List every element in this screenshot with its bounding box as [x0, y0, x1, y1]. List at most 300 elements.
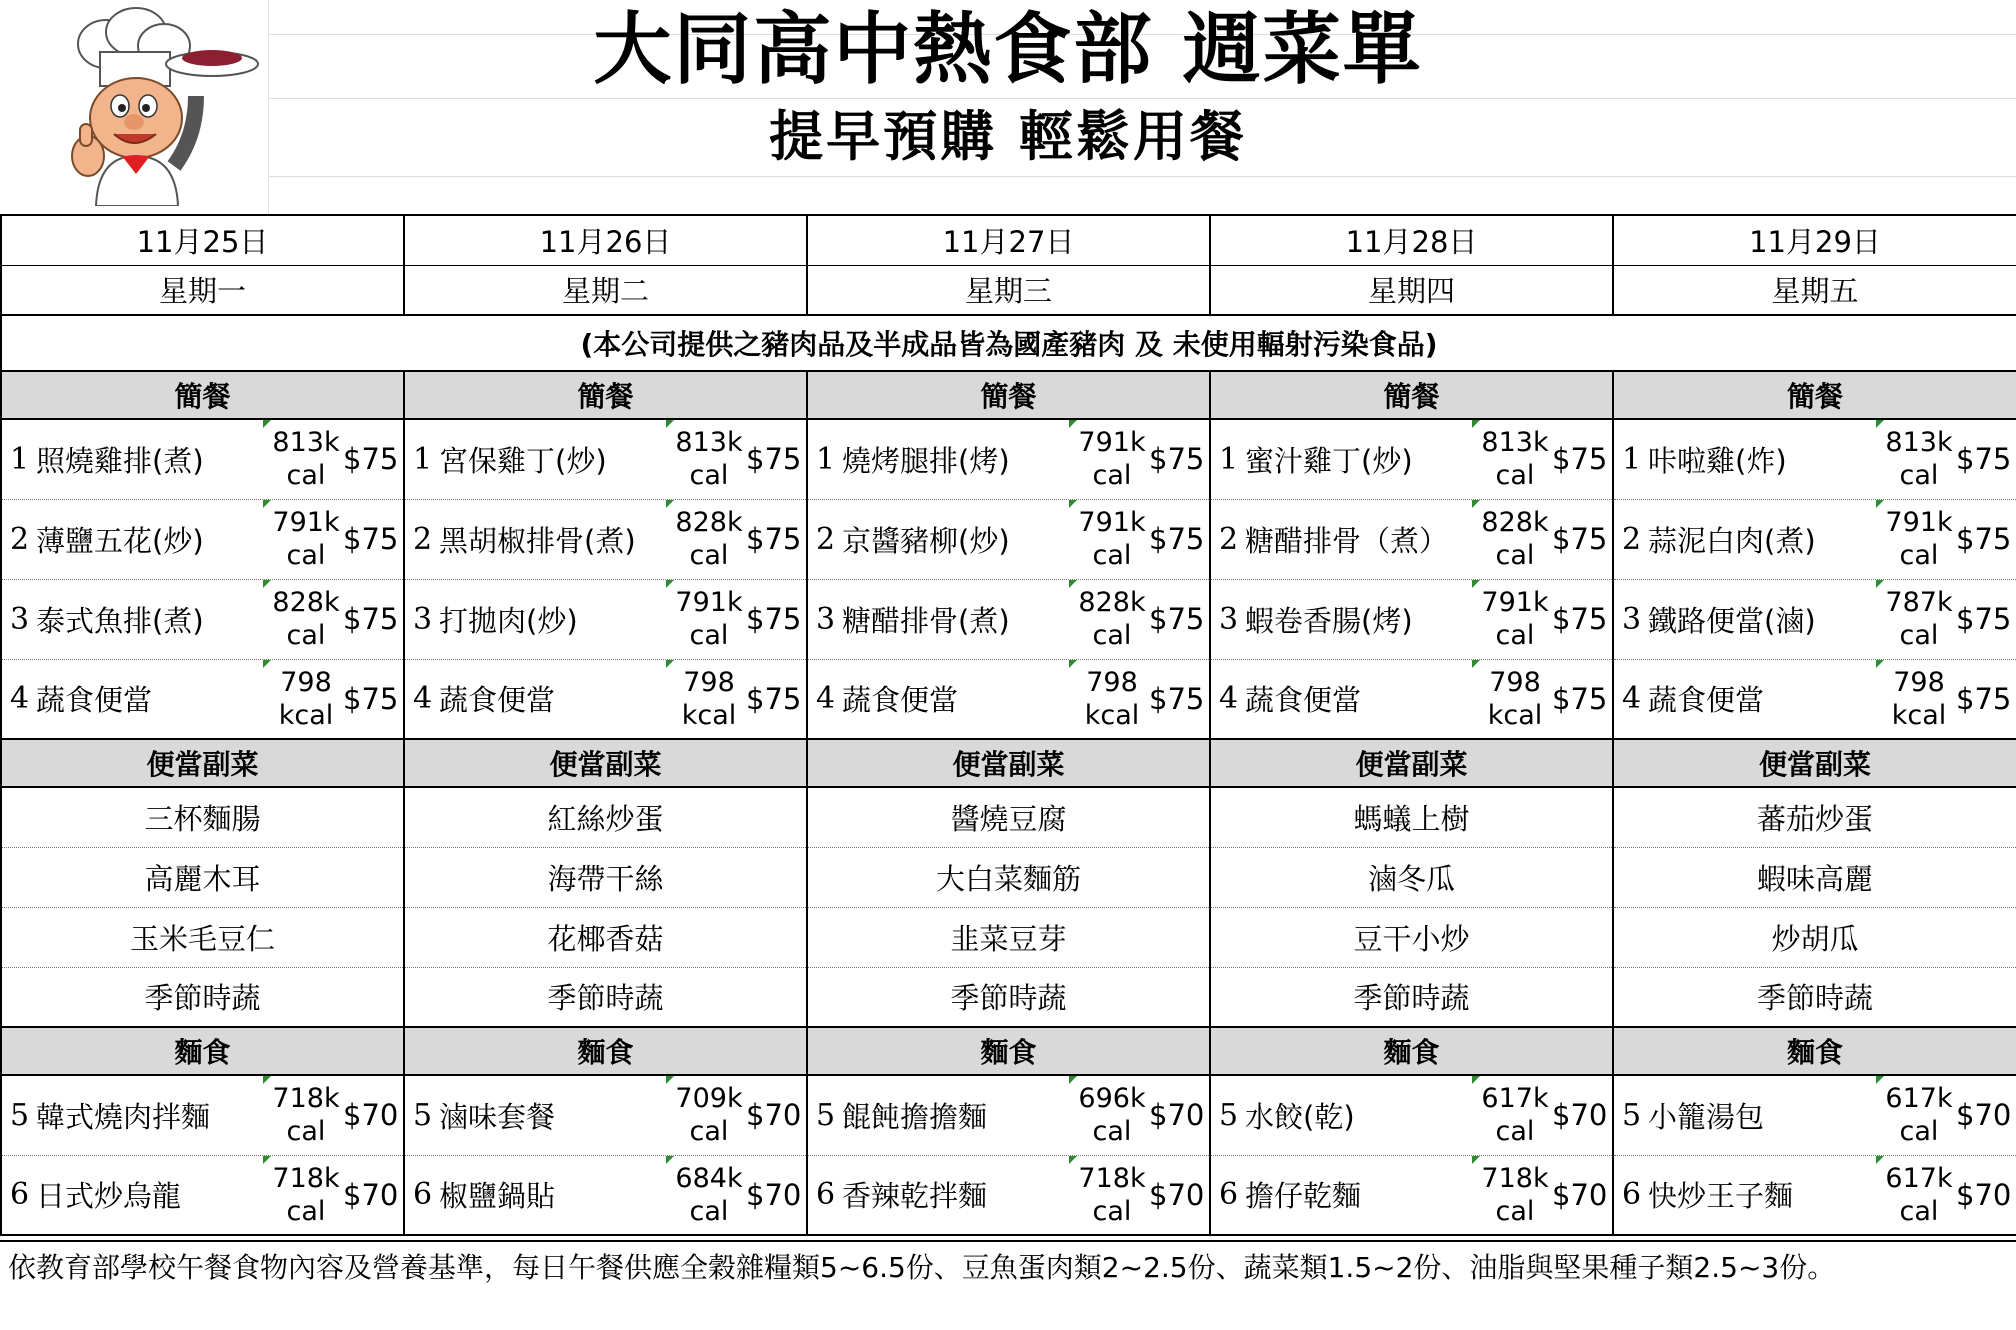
item-number: 3: [1219, 601, 1239, 637]
side-dish-row: [1, 967, 2016, 1027]
calorie-value: [1478, 426, 1552, 492]
page-title: 大同高中熱食部 週菜單: [593, 5, 1423, 95]
menu-item-cell: [807, 579, 1210, 659]
item-number: 4: [1622, 681, 1642, 717]
calorie-line-1: 696k: [1078, 1083, 1146, 1115]
menu-item-cell: [404, 1075, 807, 1155]
calorie-line-2: kcal: [1891, 699, 1947, 731]
dish-name: 椒鹽鍋貼: [439, 1179, 556, 1214]
item-number: 5: [10, 1097, 30, 1133]
menu-item: [405, 1156, 806, 1235]
menu-item-cell: [807, 1155, 1210, 1235]
calorie-value: [269, 666, 343, 732]
menu-item: [808, 580, 1209, 659]
side-dish-cell: 花椰香菇: [404, 907, 807, 967]
calorie-line-2: kcal: [1487, 699, 1543, 731]
calorie-line-1: 617k: [1885, 1162, 1953, 1194]
menu-item-cell: [1210, 659, 1613, 739]
menu-item-cell: [1210, 1155, 1613, 1235]
menu-item-cell: [404, 659, 807, 739]
menu-item-cell: [1613, 419, 2016, 499]
price-value: $75: [746, 681, 802, 716]
calorie-value: [672, 666, 746, 732]
calorie-line-1: 798: [1086, 666, 1138, 698]
price-value: $70: [1149, 1098, 1205, 1133]
dish-name: 黑胡椒排骨(煮): [439, 523, 636, 558]
calorie-line-1: 828k: [272, 587, 340, 618]
item-number: 6: [413, 1177, 433, 1213]
section-header: 麵食: [1, 1027, 404, 1075]
calorie-line-2: cal: [1092, 540, 1132, 571]
side-dish-cell: 螞蟻上樹: [1210, 787, 1613, 847]
section-header: 簡餐: [1, 371, 404, 419]
dish-name: 糖醋排骨(煮): [842, 603, 1010, 638]
menu-item-cell: [1613, 1075, 2016, 1155]
price-value: $75: [1956, 442, 2012, 477]
calorie-line-1: 813k: [1885, 427, 1953, 459]
calorie-value: [1882, 1162, 1956, 1228]
item-number: 4: [413, 681, 433, 717]
price-value: $75: [1149, 522, 1205, 556]
simple-meal-row: [1, 659, 2016, 739]
price-value: $75: [1956, 602, 2012, 636]
menu-item: [2, 580, 403, 659]
calorie-value: [1882, 426, 1956, 492]
item-number: 5: [1219, 1097, 1239, 1133]
price-value: $75: [343, 442, 399, 477]
weekly-menu-table: [0, 214, 2016, 1236]
calorie-value: [1882, 586, 1956, 652]
menu-item: [808, 500, 1209, 579]
calorie-value: [672, 1162, 746, 1228]
menu-item-cell: [1, 1155, 404, 1235]
section-header: 麵食: [1613, 1027, 2016, 1075]
price-value: $70: [746, 1177, 802, 1212]
calorie-line-1: 798: [683, 666, 735, 698]
date-cell: 11月27日: [807, 215, 1210, 265]
calorie-value: [1075, 666, 1149, 732]
price-value: $75: [1552, 522, 1608, 556]
dish-name: 餛飩擔擔麵: [842, 1099, 988, 1134]
menu-item: [1614, 580, 2016, 659]
price-value: $75: [746, 522, 802, 556]
menu-item: [808, 420, 1209, 499]
calorie-line-1: 617k: [1481, 1083, 1549, 1115]
date-cell: 11月25日: [1, 215, 404, 265]
side-dish-cell: 蝦味高麗: [1613, 847, 2016, 907]
calorie-line-1: 813k: [272, 427, 340, 459]
section-header: 便當副菜: [404, 739, 807, 787]
side-dish-cell: 蕃茄炒蛋: [1613, 787, 2016, 847]
section-header: 麵食: [807, 1027, 1210, 1075]
menu-item-cell: [1210, 499, 1613, 579]
section-header-simple: [1, 371, 2016, 419]
calorie-line-2: cal: [1899, 460, 1939, 492]
side-dish-cell: 高麗木耳: [1, 847, 404, 907]
section-header: 麵食: [1210, 1027, 1613, 1075]
weekday-row: [1, 265, 2016, 315]
menu-item-cell: [807, 499, 1210, 579]
dish-name: 打拋肉(炒): [439, 603, 578, 638]
calorie-line-2: cal: [1899, 1195, 1939, 1227]
price-value: $70: [343, 1098, 399, 1133]
side-dish-cell: 大白菜麵筋: [807, 847, 1210, 907]
calorie-line-1: 787k: [1885, 587, 1953, 618]
side-dish-cell: 豆干小炒: [1210, 907, 1613, 967]
price-value: $70: [746, 1098, 802, 1133]
menu-item: [1614, 420, 2016, 499]
item-number: 1: [413, 441, 433, 477]
calorie-value: [269, 1082, 343, 1148]
side-dish-cell: 三杯麵腸: [1, 787, 404, 847]
item-number: 6: [10, 1177, 30, 1213]
calorie-line-1: 718k: [272, 1162, 340, 1194]
calorie-value: [1075, 506, 1149, 572]
calorie-line-1: 828k: [1481, 507, 1549, 538]
calorie-value: [1882, 506, 1956, 572]
calorie-line-1: 791k: [272, 507, 340, 538]
calorie-line-2: cal: [1495, 540, 1535, 571]
dish-name: 蔬食便當: [439, 683, 556, 718]
price-value: $75: [343, 522, 399, 556]
item-number: 6: [1219, 1177, 1239, 1213]
item-number: 2: [10, 521, 30, 557]
date-row: [1, 215, 2016, 265]
menu-item: [1211, 1156, 1612, 1235]
calorie-line-2: cal: [1899, 620, 1939, 651]
price-value: $70: [1956, 1098, 2012, 1133]
menu-item-cell: [1210, 579, 1613, 659]
calorie-line-1: 718k: [272, 1083, 340, 1115]
item-number: 5: [1622, 1097, 1642, 1133]
dish-name: 蔬食便當: [1245, 683, 1362, 718]
note-row: [1, 315, 2016, 371]
side-dish-cell: 季節時蔬: [1210, 967, 1613, 1027]
calorie-line-2: cal: [1899, 1116, 1939, 1148]
simple-meal-row: [1, 579, 2016, 659]
calorie-line-1: 718k: [1481, 1162, 1549, 1194]
menu-item-cell: [1, 419, 404, 499]
menu-item: [1614, 1156, 2016, 1235]
calorie-line-1: 791k: [1078, 427, 1146, 459]
calorie-line-1: 798: [280, 666, 332, 698]
dish-name: 京醬豬柳(炒): [842, 523, 1010, 558]
menu-item-cell: [1613, 659, 2016, 739]
menu-item: [405, 580, 806, 659]
calorie-value: [1478, 1162, 1552, 1228]
item-number: 2: [413, 521, 433, 557]
item-number: 3: [1622, 601, 1642, 637]
price-value: $75: [1956, 522, 2012, 556]
section-header: 簡餐: [404, 371, 807, 419]
calorie-value: [672, 586, 746, 652]
menu-item: [1211, 580, 1612, 659]
calorie-line-2: cal: [689, 460, 729, 492]
noodle-row: [1, 1155, 2016, 1235]
calorie-line-2: cal: [1495, 1195, 1535, 1227]
item-number: 2: [816, 521, 836, 557]
menu-item-cell: [807, 1075, 1210, 1155]
side-dish-cell: 季節時蔬: [1, 967, 404, 1027]
calorie-line-2: cal: [689, 1195, 729, 1227]
menu-item-cell: [1210, 419, 1613, 499]
section-header: 便當副菜: [1, 739, 404, 787]
dish-name: 擔仔乾麵: [1245, 1179, 1362, 1214]
dish-name: 咔啦雞(炸): [1648, 443, 1787, 478]
calorie-line-1: 813k: [675, 427, 743, 459]
section-header-noodle: [1, 1027, 2016, 1075]
menu-item: [405, 1076, 806, 1155]
calorie-line-2: kcal: [681, 699, 737, 731]
calorie-line-1: 798: [1893, 666, 1945, 698]
dish-name: 鐵路便當(滷): [1648, 603, 1816, 638]
noodle-row: [1, 1075, 2016, 1155]
calorie-value: [269, 506, 343, 572]
menu-item-cell: [1, 499, 404, 579]
dish-name: 滷味套餐: [439, 1099, 556, 1134]
item-number: 1: [10, 441, 30, 477]
dish-name: 蔬食便當: [842, 683, 959, 718]
calorie-line-1: 718k: [1078, 1162, 1146, 1194]
dish-name: 蜜汁雞丁(炒): [1245, 443, 1413, 478]
menu-item: [1211, 420, 1612, 499]
calorie-line-2: cal: [1495, 620, 1535, 651]
price-value: $75: [1956, 681, 2012, 716]
calorie-line-2: cal: [1092, 1116, 1132, 1148]
menu-item-cell: [1613, 1155, 2016, 1235]
section-header: 簡餐: [807, 371, 1210, 419]
side-dish-cell: 韭菜豆芽: [807, 907, 1210, 967]
section-header: 簡餐: [1613, 371, 2016, 419]
menu-item-cell: [1613, 499, 2016, 579]
item-number: 6: [1622, 1177, 1642, 1213]
price-value: $75: [746, 442, 802, 477]
price-value: $75: [1149, 602, 1205, 636]
menu-item: [1614, 500, 2016, 579]
side-dish-cell: 海帶干絲: [404, 847, 807, 907]
menu-item-cell: [1, 579, 404, 659]
calorie-line-1: 798: [1489, 666, 1541, 698]
calorie-value: [1075, 1162, 1149, 1228]
menu-item: [405, 420, 806, 499]
date-cell: 11月26日: [404, 215, 807, 265]
menu-item: [1211, 660, 1612, 739]
dish-name: 小籠湯包: [1648, 1099, 1765, 1134]
calorie-line-2: cal: [286, 1116, 326, 1148]
section-header-side: [1, 739, 2016, 787]
calorie-value: [1075, 1082, 1149, 1148]
menu-item: [2, 1156, 403, 1235]
item-number: 4: [816, 681, 836, 717]
menu-item-cell: [404, 1155, 807, 1235]
menu-item: [808, 1156, 1209, 1235]
menu-item-cell: [404, 579, 807, 659]
side-dish-cell: 季節時蔬: [1613, 967, 2016, 1027]
side-dish-cell: 炒胡瓜: [1613, 907, 2016, 967]
side-dish-cell: 紅絲炒蛋: [404, 787, 807, 847]
calorie-line-1: 828k: [1078, 587, 1146, 618]
pork-origin-note: (本公司提供之豬肉品及半成品皆為國產豬肉 及 未使用輻射污染食品): [1, 315, 2016, 371]
calorie-line-2: cal: [689, 1116, 729, 1148]
calorie-line-1: 617k: [1885, 1083, 1953, 1115]
price-value: $75: [1552, 602, 1608, 636]
dish-name: 燒烤腿排(烤): [842, 443, 1010, 478]
item-number: 4: [10, 681, 30, 717]
dish-name: 快炒王子麵: [1648, 1179, 1794, 1214]
side-dish-row: [1, 787, 2016, 847]
calorie-line-1: 709k: [675, 1083, 743, 1115]
calorie-value: [672, 426, 746, 492]
calorie-value: [1075, 586, 1149, 652]
side-dish-cell: 季節時蔬: [404, 967, 807, 1027]
dish-name: 糖醋排骨（煮）: [1245, 523, 1449, 558]
item-number: 2: [1219, 521, 1239, 557]
grid-line: [268, 98, 2016, 99]
price-value: $75: [1552, 442, 1608, 477]
calorie-line-1: 791k: [1481, 587, 1549, 618]
calorie-value: [269, 426, 343, 492]
calorie-line-1: 828k: [675, 507, 743, 538]
calorie-line-2: cal: [1899, 540, 1939, 571]
price-value: $70: [1552, 1177, 1608, 1212]
dish-name: 日式炒烏龍: [36, 1179, 182, 1214]
weekday-cell: 星期五: [1613, 265, 2016, 315]
calorie-line-2: cal: [286, 1195, 326, 1227]
price-value: $70: [1552, 1098, 1608, 1133]
item-number: 4: [1219, 681, 1239, 717]
calorie-line-2: cal: [689, 620, 729, 651]
weekday-cell: 星期四: [1210, 265, 1613, 315]
menu-item: [1614, 1076, 2016, 1155]
calorie-line-2: cal: [286, 460, 326, 492]
calorie-line-1: 813k: [1481, 427, 1549, 459]
price-value: $75: [343, 602, 399, 636]
item-number: 5: [413, 1097, 433, 1133]
calorie-value: [672, 506, 746, 572]
section-header: 便當副菜: [1210, 739, 1613, 787]
calorie-line-2: cal: [1092, 460, 1132, 492]
menu-item: [1614, 660, 2016, 739]
weekday-cell: 星期二: [404, 265, 807, 315]
side-dish-cell: 季節時蔬: [807, 967, 1210, 1027]
menu-item: [405, 660, 806, 739]
side-dish-row: [1, 847, 2016, 907]
section-header: 便當副菜: [1613, 739, 2016, 787]
calorie-value: [1882, 1082, 1956, 1148]
nutrition-footnote: 依教育部學校午餐食物內容及營養基準，每日午餐供應全穀雜糧類5~6.5份、豆魚蛋肉類2~2.5份、蔬菜類1.5~2份、油脂與堅果種子類2.5~3份。: [0, 1240, 2016, 1330]
side-dish-cell: 玉米毛豆仁: [1, 907, 404, 967]
menu-item-cell: [1, 659, 404, 739]
dish-name: 蔬食便當: [36, 683, 153, 718]
calorie-line-2: cal: [286, 620, 326, 651]
calorie-line-2: cal: [1495, 1116, 1535, 1148]
dish-name: 蝦卷香腸(烤): [1245, 603, 1413, 638]
calorie-line-2: kcal: [1084, 699, 1140, 731]
calorie-line-2: cal: [689, 540, 729, 571]
calorie-value: [269, 586, 343, 652]
menu-item: [2, 660, 403, 739]
dish-name: 韓式燒肉拌麵: [36, 1099, 211, 1134]
menu-item-cell: [807, 659, 1210, 739]
item-number: 2: [1622, 521, 1642, 557]
section-header: 便當副菜: [807, 739, 1210, 787]
menu-item: [1211, 500, 1612, 579]
calorie-line-2: cal: [1092, 1195, 1132, 1227]
menu-item-cell: [1210, 1075, 1613, 1155]
menu-item: [2, 420, 403, 499]
price-value: $75: [746, 602, 802, 636]
item-number: 1: [1622, 441, 1642, 477]
price-value: $75: [1149, 442, 1205, 477]
calorie-line-1: 791k: [675, 587, 743, 618]
side-dish-cell: 醬燒豆腐: [807, 787, 1210, 847]
dish-name: 蒜泥白肉(煮): [1648, 523, 1816, 558]
calorie-value: [672, 1082, 746, 1148]
menu-item-cell: [807, 419, 1210, 499]
calorie-line-1: 791k: [1078, 507, 1146, 538]
item-number: 1: [816, 441, 836, 477]
price-value: $70: [1956, 1177, 2012, 1212]
menu-item: [2, 500, 403, 579]
menu-item: [405, 500, 806, 579]
menu-item: [808, 1076, 1209, 1155]
dish-name: 薄鹽五花(炒): [36, 523, 204, 558]
item-number: 5: [816, 1097, 836, 1133]
calorie-value: [1478, 1082, 1552, 1148]
price-value: $70: [1149, 1177, 1205, 1212]
menu-item-cell: [404, 419, 807, 499]
date-cell: 11月28日: [1210, 215, 1613, 265]
date-cell: 11月29日: [1613, 215, 2016, 265]
menu-item-cell: [404, 499, 807, 579]
menu-item: [808, 660, 1209, 739]
calorie-value: [1478, 666, 1552, 732]
weekday-cell: 星期三: [807, 265, 1210, 315]
price-value: $70: [343, 1177, 399, 1212]
calorie-line-2: kcal: [278, 699, 334, 731]
weekday-cell: 星期一: [1, 265, 404, 315]
dish-name: 照燒雞排(煮): [36, 443, 204, 478]
calorie-value: [1478, 586, 1552, 652]
calorie-value: [1075, 426, 1149, 492]
item-number: 3: [413, 601, 433, 637]
price-value: $75: [1149, 681, 1205, 716]
menu-item-cell: [1613, 579, 2016, 659]
simple-meal-row: [1, 499, 2016, 579]
price-value: $75: [1552, 681, 1608, 716]
calorie-value: [1478, 506, 1552, 572]
item-number: 3: [816, 601, 836, 637]
calorie-value: [1882, 666, 1956, 732]
calorie-line-2: cal: [1092, 620, 1132, 651]
menu-item: [2, 1076, 403, 1155]
dish-name: 泰式魚排(煮): [36, 603, 204, 638]
menu-item-cell: [1, 1075, 404, 1155]
calorie-line-1: 684k: [675, 1162, 743, 1194]
calorie-line-2: cal: [1495, 460, 1535, 492]
section-header: 簡餐: [1210, 371, 1613, 419]
menu-item: [1211, 1076, 1612, 1155]
calorie-value: [269, 1162, 343, 1228]
simple-meal-row: [1, 419, 2016, 499]
dish-name: 水餃(乾): [1245, 1099, 1355, 1134]
dish-name: 蔬食便當: [1648, 683, 1765, 718]
calorie-line-2: cal: [286, 540, 326, 571]
side-dish-cell: 滷冬瓜: [1210, 847, 1613, 907]
calorie-line-1: 791k: [1885, 507, 1953, 538]
price-value: $75: [343, 681, 399, 716]
page-header: [0, 0, 2016, 214]
